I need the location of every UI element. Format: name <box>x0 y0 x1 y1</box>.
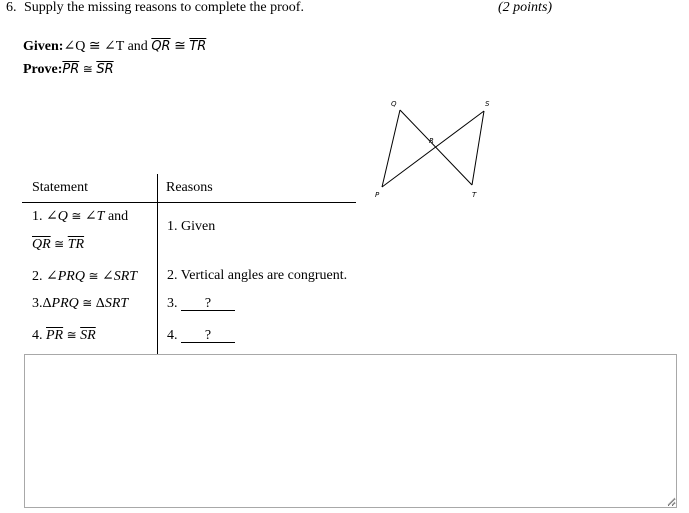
table-header-rule <box>22 202 356 203</box>
angle-symbol-icon: ∠ <box>46 209 58 224</box>
statement-number: 3. <box>32 296 43 311</box>
statement-number: 4. <box>32 328 43 343</box>
given-segment-2: $\overline{TR}$ <box>189 39 207 54</box>
angle-symbol-icon: ∠ <box>63 39 76 54</box>
statement-angle-2: T <box>96 209 105 224</box>
reason-blank: ? <box>181 329 235 343</box>
reason-blank: ? <box>181 297 235 311</box>
congruent-symbol: ≅ <box>82 296 93 310</box>
statement-triangle-1: PRQ <box>51 296 79 311</box>
congruent-symbol: ≅ <box>174 39 186 54</box>
header-reasons: Reasons <box>166 180 213 195</box>
congruent-symbol: ≅ <box>82 62 93 76</box>
statement-4 <box>32 328 96 344</box>
statement-3 <box>32 296 128 312</box>
header-statement: Statement <box>32 180 88 195</box>
reason-1: 1. Given <box>167 219 216 234</box>
bowtie-triangle-figure <box>370 95 500 205</box>
reason-3 <box>167 296 235 312</box>
reason-number: 4. <box>167 328 178 343</box>
question-points: (2 points) <box>498 0 553 15</box>
angle-symbol-icon: ∠ <box>102 269 114 284</box>
congruent-symbol: ≅ <box>66 328 77 342</box>
proof-table <box>22 174 356 356</box>
statement-number: 1. <box>32 209 43 224</box>
question-number: 6. <box>6 0 17 15</box>
congruent-symbol: ≅ <box>88 269 99 283</box>
statement-segment-2: $\overline{SR}$ <box>80 328 96 343</box>
statement-segment-2: $\overline{TR}$ <box>67 237 85 252</box>
triangle-symbol-icon: Δ <box>95 296 105 311</box>
given-label: Given: <box>23 39 64 54</box>
angle-symbol-icon: ∠ <box>84 209 97 224</box>
answer-textarea[interactable] <box>24 354 677 508</box>
reason-2: 2. Vertical angles are congruent. <box>167 268 348 283</box>
congruent-symbol: ≅ <box>71 209 82 223</box>
statement-segment-1: $\overline{PR}$ <box>46 328 64 343</box>
congruent-symbol: ≅ <box>88 39 101 54</box>
label-q: Q <box>391 100 397 108</box>
statement-segment-1: $\overline{QR}$ <box>32 237 51 252</box>
table-column-divider <box>157 174 158 354</box>
given-segment-1: $\overline{QR}$ <box>151 39 171 54</box>
prove-segment-1: $\overline{PR}$ <box>62 62 80 77</box>
statement-angle-2: SRT <box>113 269 138 284</box>
statement-number: 2. <box>32 269 43 284</box>
label-t: T <box>472 191 477 199</box>
prove-segment-2: $\overline{SR}$ <box>96 62 114 77</box>
angle-symbol-icon: ∠ <box>46 269 58 284</box>
statement-and: and <box>107 209 129 224</box>
prove-label: Prove: <box>23 62 63 77</box>
angle-symbol-icon: ∠ <box>104 39 116 54</box>
reason-4 <box>167 328 235 344</box>
statement-1b <box>32 237 84 253</box>
segment-st <box>472 111 484 185</box>
triangle-symbol-icon: Δ <box>42 296 52 311</box>
label-r: R <box>429 137 434 145</box>
label-s: S <box>485 100 490 108</box>
congruent-symbol: ≅ <box>54 237 65 251</box>
statement-angle-1: Q <box>57 209 68 224</box>
statement-2 <box>32 268 137 285</box>
reason-number: 3. <box>167 296 178 311</box>
given-and: and <box>127 39 148 54</box>
statement-angle-1: PRQ <box>57 269 85 284</box>
prove-statement <box>23 62 114 78</box>
given-angle-1: Q <box>75 39 86 54</box>
given-angle-2: T <box>115 39 125 54</box>
label-p: P <box>375 191 380 199</box>
statement-triangle-2: SRT <box>104 296 129 311</box>
given-statement <box>23 38 206 55</box>
statement-1a <box>32 208 128 225</box>
question-prompt: Supply the missing reasons to complete the proof. <box>24 0 304 15</box>
segment-tq <box>400 110 472 185</box>
